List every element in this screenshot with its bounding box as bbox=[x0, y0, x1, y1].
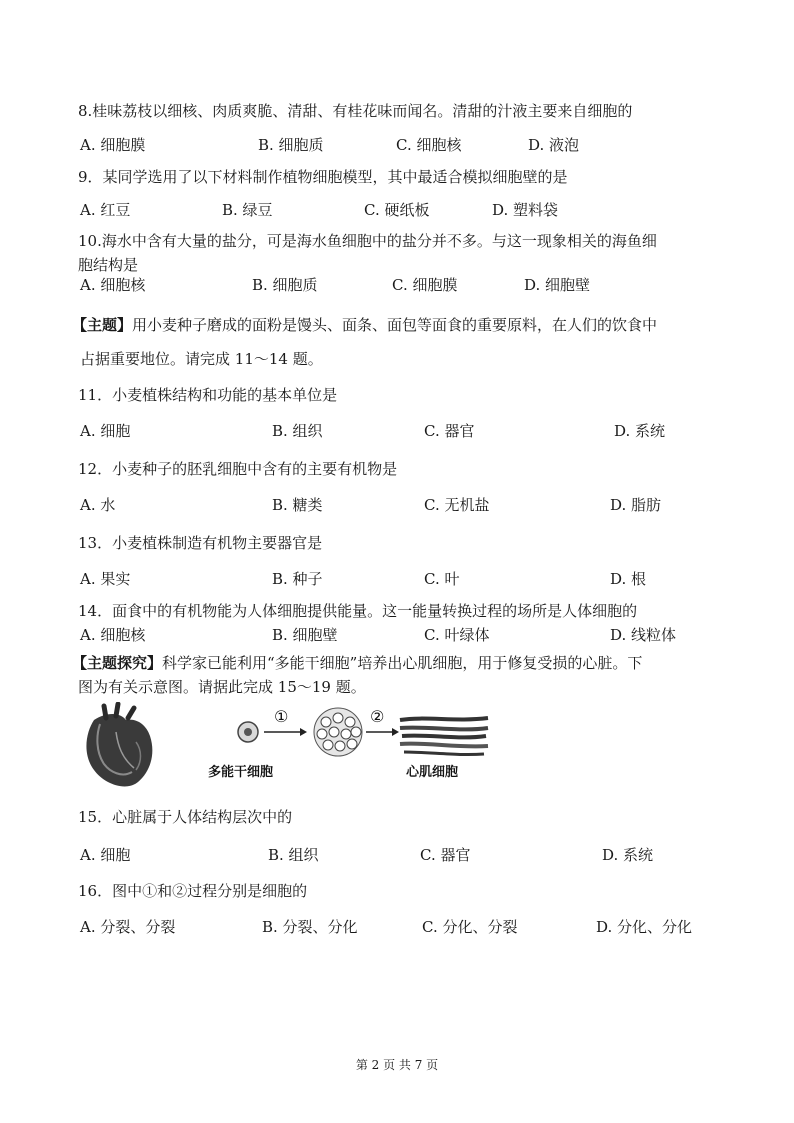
question-14-stem: 14．面食中的有机物能为人体细胞提供能量。这一能量转换过程的场所是人体细胞的 bbox=[78, 602, 638, 620]
cardiac-muscle-cell-label: 心肌细胞 bbox=[406, 765, 459, 780]
q13-option-b: B. 种子 bbox=[272, 570, 323, 588]
stem-cell-label: 多能干细胞 bbox=[208, 765, 274, 780]
topic-2-text: 科学家已能利用“多能干细胞”培养出心肌细胞，用于修复受损的心脏。下 bbox=[162, 654, 643, 672]
q16-option-b: B. 分裂、分化 bbox=[262, 918, 358, 936]
question-13-stem: 13．小麦植株制造有机物主要器官是 bbox=[78, 534, 323, 552]
q16-option-c: C. 分化、分裂 bbox=[422, 918, 518, 936]
q8-option-b: B. 细胞质 bbox=[258, 136, 324, 154]
q10-option-d: D. 细胞壁 bbox=[524, 276, 591, 294]
topic-1-line2: 占据重要地位。请完成 11～14 题。 bbox=[80, 350, 323, 368]
q8-option-a: A. 细胞膜 bbox=[80, 136, 146, 154]
q15-option-b: B. 组织 bbox=[268, 846, 319, 864]
q9-option-a: A. 红豆 bbox=[80, 201, 131, 219]
q11-option-a: A. 细胞 bbox=[80, 422, 131, 440]
q12-option-a: A. 水 bbox=[80, 496, 116, 514]
q8-option-d: D. 液泡 bbox=[528, 136, 580, 154]
page-number-footer: 第 2 页 共 7 页 bbox=[355, 1058, 439, 1072]
q15-option-d: D. 系统 bbox=[602, 846, 654, 864]
q15-option-c: C. 器官 bbox=[420, 846, 471, 864]
heart-image bbox=[86, 704, 152, 786]
q8-option-c: C. 细胞核 bbox=[396, 136, 462, 154]
stem-cell-figure bbox=[76, 702, 496, 792]
q9-option-b: B. 绿豆 bbox=[222, 201, 273, 219]
q13-option-a: A. 果实 bbox=[80, 570, 131, 588]
topic-2-tag: 【主题探究】 bbox=[72, 654, 163, 672]
q13-option-d: D. 根 bbox=[610, 570, 647, 588]
cell-cluster-image bbox=[314, 708, 362, 756]
topic-2-line1 bbox=[72, 652, 642, 674]
q10-option-c: C. 细胞膜 bbox=[392, 276, 458, 294]
question-8-stem: 8.桂味荔枝以细核、肉质爽脆、清甜、有桂花味而闻名。清甜的汁液主要来自细胞的 bbox=[78, 102, 633, 120]
question-10-stem-line1: 10.海水中含有大量的盐分，可是海水鱼细胞中的盐分并不多。与这一现象相关的海鱼细 bbox=[78, 232, 657, 250]
topic-1-text: 用小麦种子磨成的面粉是馒头、面条、面包等面食的重要原料，在人们的饮食中 bbox=[132, 316, 658, 334]
q14-option-c: C. 叶绿体 bbox=[424, 626, 490, 644]
q9-option-d: D. 塑料袋 bbox=[492, 201, 559, 219]
q12-option-c: C. 无机盐 bbox=[424, 496, 490, 514]
q14-option-d: D. 线粒体 bbox=[610, 626, 677, 644]
question-16-stem: 16．图中①和②过程分别是细胞的 bbox=[78, 882, 308, 900]
q16-option-a: A. 分裂、分裂 bbox=[80, 918, 176, 936]
topic-1-tag: 【主题】 bbox=[72, 316, 133, 334]
q11-option-c: C. 器官 bbox=[424, 422, 475, 440]
q16-option-d: D. 分化、分化 bbox=[596, 918, 693, 936]
q10-option-b: B. 细胞质 bbox=[252, 276, 318, 294]
arrow-1-icon bbox=[264, 728, 307, 736]
q12-option-d: D. 脂肪 bbox=[610, 496, 662, 514]
q14-option-b: B. 细胞壁 bbox=[272, 626, 338, 644]
arrow-2-icon bbox=[366, 728, 399, 736]
stem-cell-image bbox=[238, 722, 258, 742]
q11-option-d: D. 系统 bbox=[614, 422, 666, 440]
q12-option-b: B. 糖类 bbox=[272, 496, 323, 514]
q9-option-c: C. 硬纸板 bbox=[364, 201, 430, 219]
q15-option-a: A. 细胞 bbox=[80, 846, 131, 864]
step-2-label: ② bbox=[370, 707, 385, 726]
step-1-label: ① bbox=[274, 707, 289, 726]
question-10-stem-line2: 胞结构是 bbox=[78, 256, 139, 274]
question-9-stem: 9．某同学选用了以下材料制作植物细胞模型，其中最适合模拟细胞壁的是 bbox=[78, 168, 568, 186]
q14-option-a: A. 细胞核 bbox=[80, 626, 146, 644]
topic-2-line2: 图为有关示意图。请据此完成 15～19 题。 bbox=[78, 678, 366, 696]
question-11-stem: 11．小麦植株结构和功能的基本单位是 bbox=[78, 386, 338, 404]
q13-option-c: C. 叶 bbox=[424, 570, 460, 588]
q11-option-b: B. 组织 bbox=[272, 422, 323, 440]
topic-1-line1 bbox=[72, 314, 657, 336]
question-12-stem: 12．小麦种子的胚乳细胞中含有的主要有机物是 bbox=[78, 460, 398, 478]
cardiac-muscle-image bbox=[400, 718, 488, 755]
q10-option-a: A. 细胞核 bbox=[80, 276, 146, 294]
question-15-stem: 15．心脏属于人体结构层次中的 bbox=[78, 808, 293, 826]
